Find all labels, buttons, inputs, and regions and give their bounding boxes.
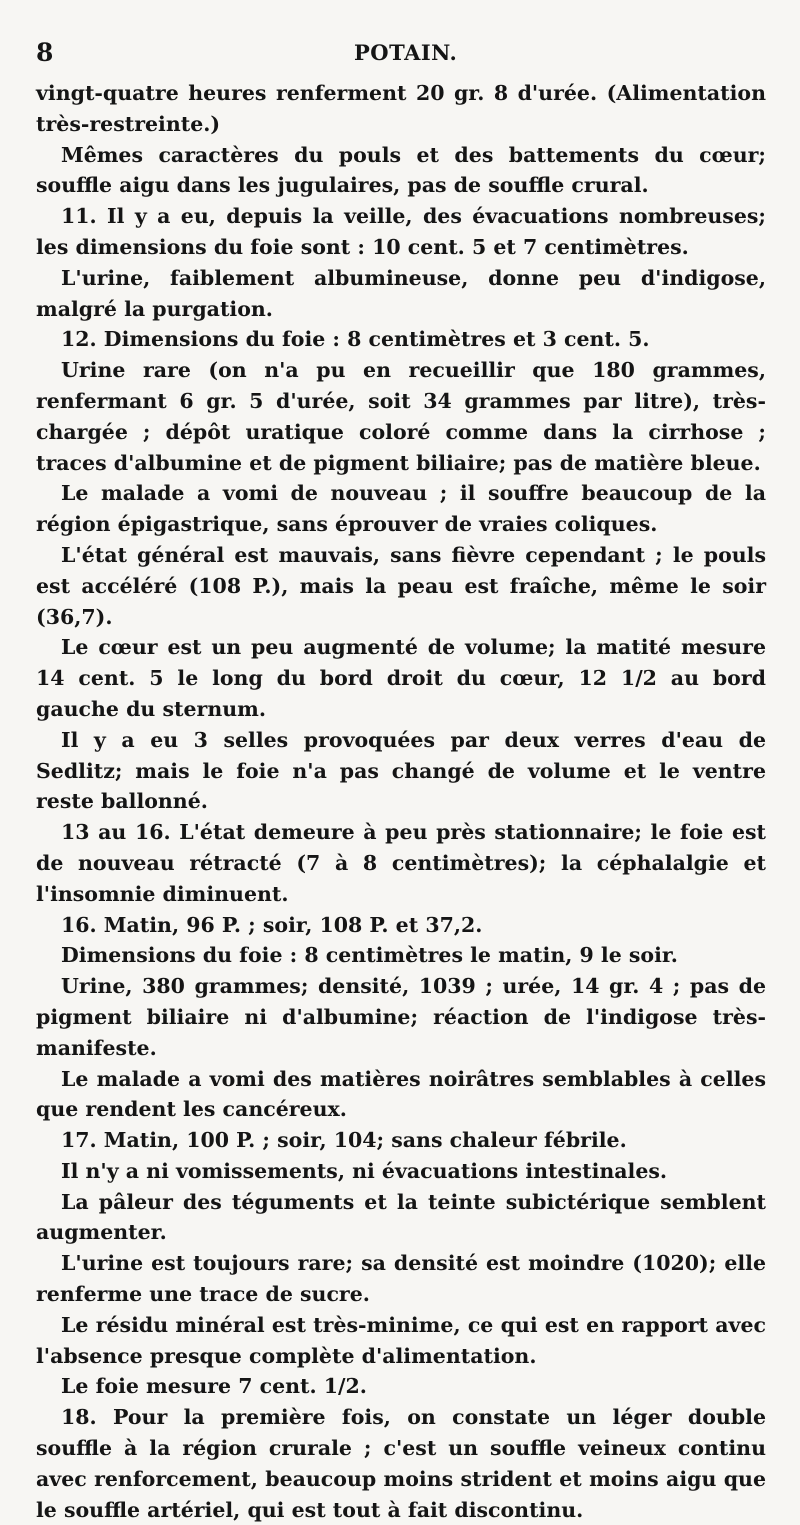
paragraph: Urine rare (on n'a pu en recueillir que 180 grammes, renfermant 6 gr. 5 d'urée, soit 34 grammes par litre), très-chargée ; dépôt uratique coloré comme dans la cirrhose ; traces d'albumine et de pigment biliaire; pas de matière bleue.	[36, 358, 766, 475]
paragraph: 11. Il y a eu, depuis la veille, des évacuations nombreuses; les dimensions du foie sont : 10 cent. 5 et 7 centimètres.	[36, 204, 766, 259]
paragraph: Le malade a vomi des matières noirâtres semblables à celles que rendent les cancéreux.	[36, 1066, 766, 1122]
paragraph: Le malade a vomi de nouveau ; il souffre beaucoup de la région épigastrique, sans éprouver de vraies coliques.	[36, 481, 766, 537]
paragraph: 16. Matin, 96 P. ; soir, 108 P. et 37,2.	[61, 912, 483, 937]
running-head: POTAIN.	[354, 40, 458, 65]
paragraph: Le résidu minéral est très-minime, ce qui est en rapport avec l'absence presque complète d'alimentation.	[36, 1312, 766, 1368]
paragraph: Dimensions du foie : 8 centimètres le matin, 9 le soir.	[61, 943, 678, 968]
paragraph: Urine, 380 grammes; densité, 1039 ; urée, 14 gr. 4 ; pas de pigment biliaire ni d'albumine; réaction de l'indigose très-manifeste.	[36, 974, 766, 1060]
paragraph: Le foie mesure 7 cent. 1/2.	[61, 1374, 367, 1399]
paragraph: 13 au 16. L'état demeure à peu près stationnaire; le foie est de nouveau rétracté (7 à 8 centimètres); la céphalalgie et l'insomnie diminuent.	[36, 820, 766, 906]
paragraph: Mêmes caractères du pouls et des battements du cœur; souffle aigu dans les jugulaires, pas de souffle crural.	[36, 142, 766, 198]
paragraph: Il n'y a ni vomissements, ni évacuations intestinales.	[61, 1158, 668, 1183]
page-number: 8	[36, 38, 54, 67]
paragraph: 12. Dimensions du foie : 8 centimètres et 3 cent. 5.	[61, 327, 650, 352]
paragraph: Le cœur est un peu augmenté de volume; la matité mesure 14 cent. 5 le long du bord droit du cœur, 12 1/2 au bord gauche du sternum.	[36, 635, 766, 721]
paragraph: 17. Matin, 100 P. ; soir, 104; sans chaleur fébrile.	[61, 1128, 627, 1153]
paragraph: L'urine est toujours rare; sa densité est moindre (1020); elle renferme une trace de sucre.	[36, 1251, 766, 1307]
paragraph: L'état général est mauvais, sans fièvre cependant ; le pouls est accéléré (108 P.), mais la peau est fraîche, même le soir (36,7).	[36, 542, 766, 629]
paragraph: vingt-quatre heures renferment 20 gr. 8 d'urée. (Alimentation très-restreinte.)	[36, 81, 766, 136]
paragraph: La pâleur des téguments et la teinte subictérique semblent augmenter.	[36, 1189, 766, 1245]
paragraph: L'urine, faiblement albumineuse, donne peu d'indigose, malgré la purgation.	[36, 265, 766, 321]
paragraph: 18. Pour la première fois, on constate un léger double souffle à la région crurale ; c'est un souffle veineux continu avec renforcement, beaucoup moins strident et moins aigu que le souffle artériel, qui est tout à fait discontinu.	[36, 1405, 766, 1522]
page-header	[36, 32, 760, 68]
body-text	[36, 78, 766, 1525]
paragraph: Il y a eu 3 selles provoquées par deux verres d'eau de Sedlitz; mais le foie n'a pas changé de volume et le ventre reste ballonné.	[36, 727, 766, 814]
